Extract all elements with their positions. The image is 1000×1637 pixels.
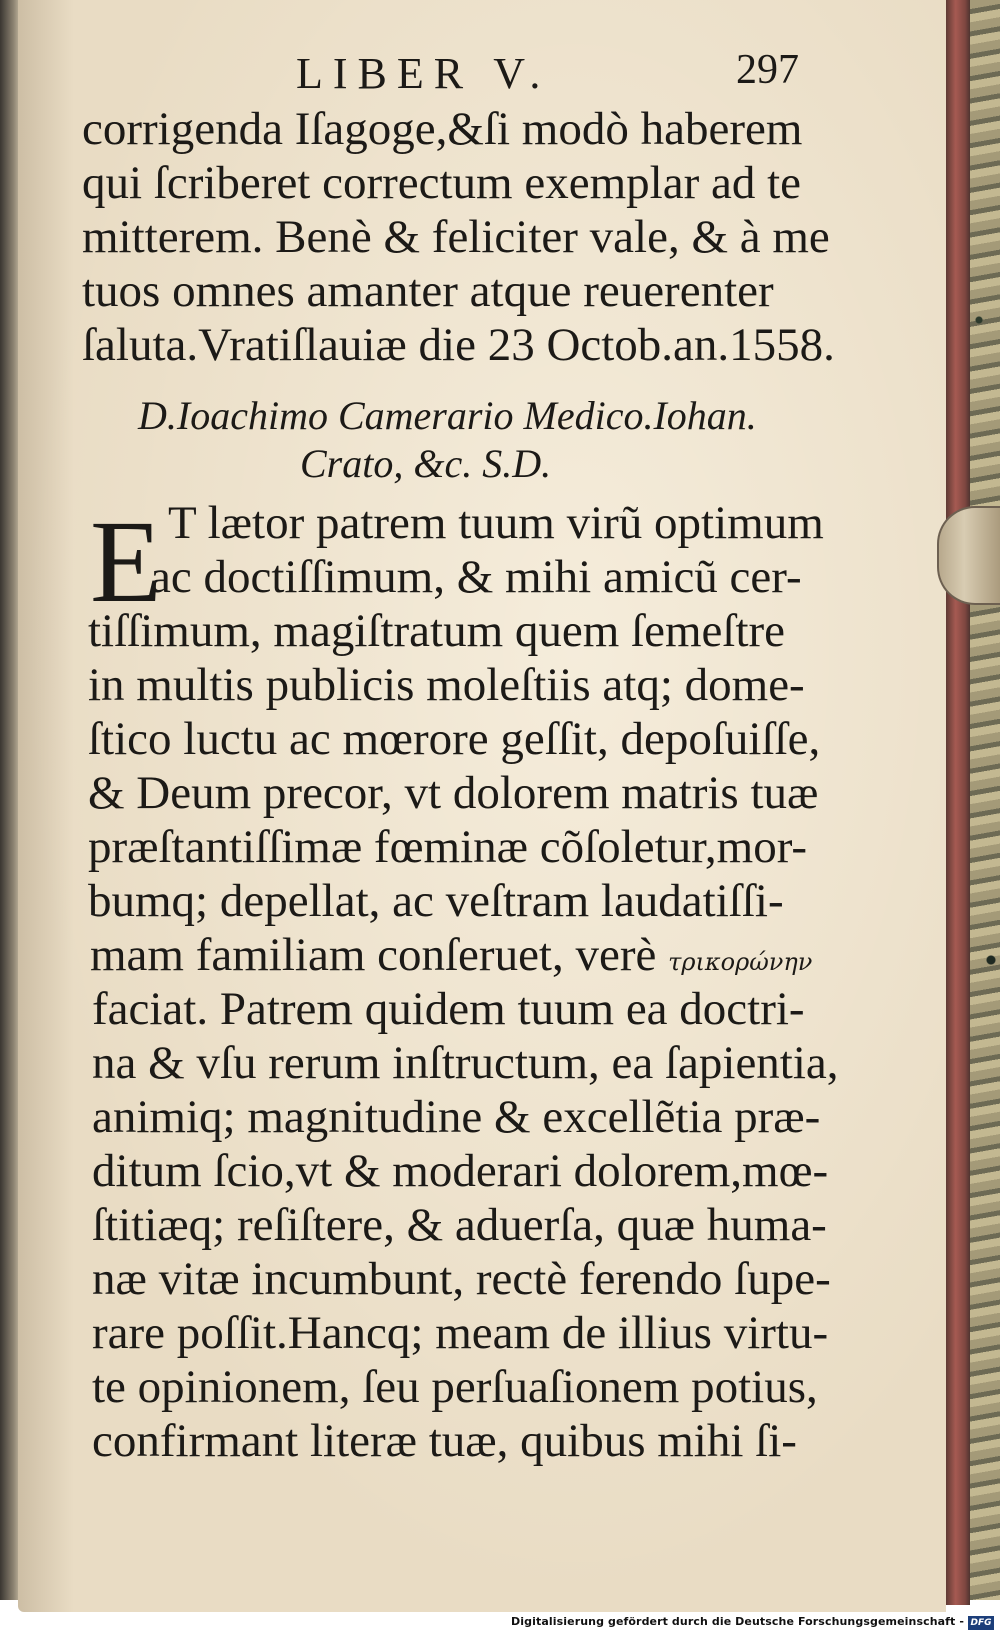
body-line: tiſſimum, magiſtratum quem ſemeſtre: [88, 605, 786, 657]
page-edges: [946, 0, 970, 1605]
body-line: tuos omnes amanter atque reuerenter: [82, 265, 774, 317]
book-clasp: [937, 506, 1000, 605]
dfg-logo: DFG: [968, 1616, 994, 1630]
body-line: ſtitiæq; reſiſtere, & aduerſa, quæ huma-: [92, 1199, 827, 1251]
book-cover: [970, 0, 1000, 1600]
body-line: rare poſſit.Hancq; meam de illius virtu-: [92, 1307, 829, 1359]
digitization-credit: Digitalisierung gefördert durch die Deutsche Forschungsgemeinschaft -: [511, 1615, 964, 1628]
letter-heading-line-2: Crato, &c. S.D.: [300, 441, 552, 486]
body-line: faciat. Patrem quidem tuum ea doctri-: [92, 983, 805, 1035]
body-line: te opinionem, ſeu perſuaſionem potius,: [92, 1361, 818, 1413]
body-line-latin: mam familiam conſeruet, verè: [90, 929, 669, 981]
drop-cap: E: [90, 496, 163, 627]
body-line: mitterem. Benè & feliciter vale, & à me: [82, 211, 830, 263]
body-line: & Deum precor, vt dolorem matris tuæ: [88, 767, 819, 819]
body-line: næ vitæ incumbunt, rectè ferendo ſupe-: [92, 1253, 831, 1305]
body-line: præſtantiſſimæ fœminæ cõſoletur,mor-: [88, 821, 808, 873]
body-line: animiq; magnitudine & excellẽtia præ-: [92, 1091, 821, 1143]
greek-word: τρικορώνην: [668, 948, 813, 976]
running-title: LIBER V.: [296, 49, 551, 98]
body-line: na & vſu rerum inſtructum, ea ſapientia,: [92, 1037, 839, 1089]
body-line: confirmant literæ tuæ, quibus mihi ſi-: [92, 1415, 797, 1467]
body-line: corrigenda Iſagoge,&ſi modò haberem: [82, 103, 803, 155]
body-line: ditum ſcio,vt & moderari dolorem,mœ-: [92, 1145, 829, 1197]
body-line: in multis publicis moleſtiis atq; dome-: [88, 659, 805, 711]
body-line: ſtico luctu ac mœrore geſſit, depoſuiſſe,: [88, 713, 821, 765]
page-number: 297: [736, 47, 799, 93]
letter-heading-line-1: D.Ioachimo Camerario Medico.Iohan.: [138, 393, 757, 438]
body-line: qui ſcriberet correctum exemplar ad te: [82, 157, 801, 209]
body-line: bumq; depellat, ac veſtram laudatiſſi-: [88, 875, 784, 927]
body-line: ac doctiſſimum, & mihi amicũ cer-: [150, 551, 802, 603]
body-line: [90, 928, 812, 989]
body-line: T lætor patrem tuum virũ optimum: [168, 497, 824, 549]
page-header: [0, 38, 960, 98]
body-line: ſaluta.Vratiſlauiæ die 23 Octob.an.1558.: [82, 319, 835, 371]
